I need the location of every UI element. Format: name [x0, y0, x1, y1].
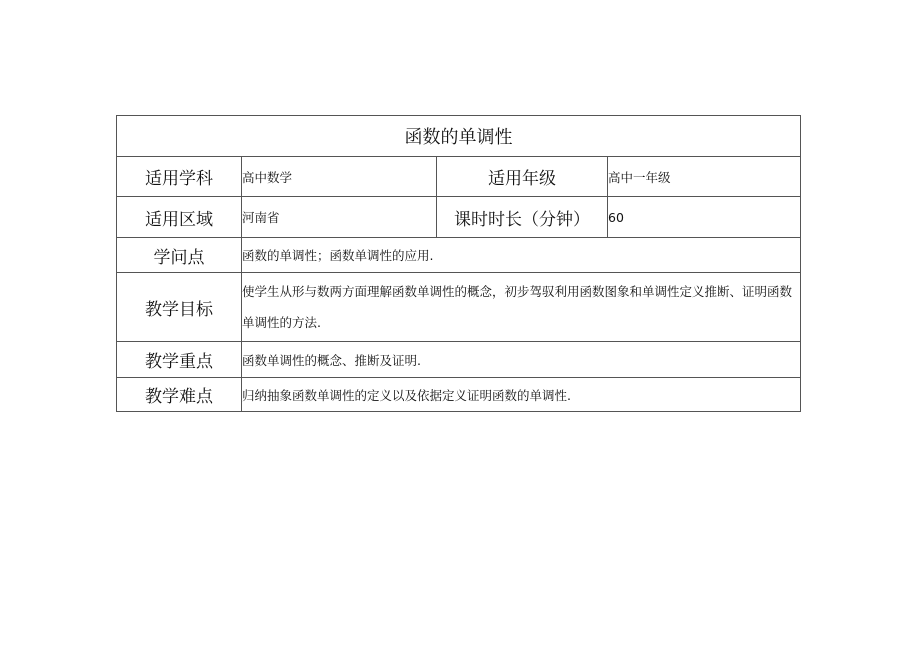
- duration-label: 课时时长（分钟）: [437, 197, 608, 238]
- knowledge-value: 函数的单调性；函数单调性的应用.: [242, 238, 801, 273]
- region-duration-row: [117, 197, 801, 238]
- grade-value: 高中一年级: [608, 157, 801, 197]
- knowledge-label: 学问点: [117, 238, 242, 273]
- subject-value: 高中数学: [242, 157, 437, 197]
- title-row: [117, 116, 801, 157]
- region-label: 适用区域: [117, 197, 242, 238]
- subject-grade-row: [117, 157, 801, 197]
- knowledge-row: [117, 238, 801, 273]
- region-value: 河南省: [242, 197, 437, 238]
- subject-label: 适用学科: [117, 157, 242, 197]
- difficulty-label: 教学难点: [117, 378, 242, 412]
- key-point-row: [117, 342, 801, 378]
- key-point-value: 函数单调性的概念、推断及证明.: [242, 342, 801, 378]
- duration-value: 60: [608, 197, 801, 238]
- table-title: 函数的单调性: [117, 116, 801, 157]
- objective-row: [117, 273, 801, 342]
- difficulty-value: 归纳抽象函数单调性的定义以及依据定义证明函数的单调性.: [242, 378, 801, 412]
- key-point-label: 教学重点: [117, 342, 242, 378]
- difficulty-row: [117, 378, 801, 412]
- lesson-info-table: [116, 115, 801, 412]
- objective-value: 使学生从形与数两方面理解函数单调性的概念，初步驾驭利用函数图象和单调性定义推断、证明函数单调性的方法.: [242, 273, 801, 342]
- grade-label: 适用年级: [437, 157, 608, 197]
- objective-label: 教学目标: [117, 273, 242, 342]
